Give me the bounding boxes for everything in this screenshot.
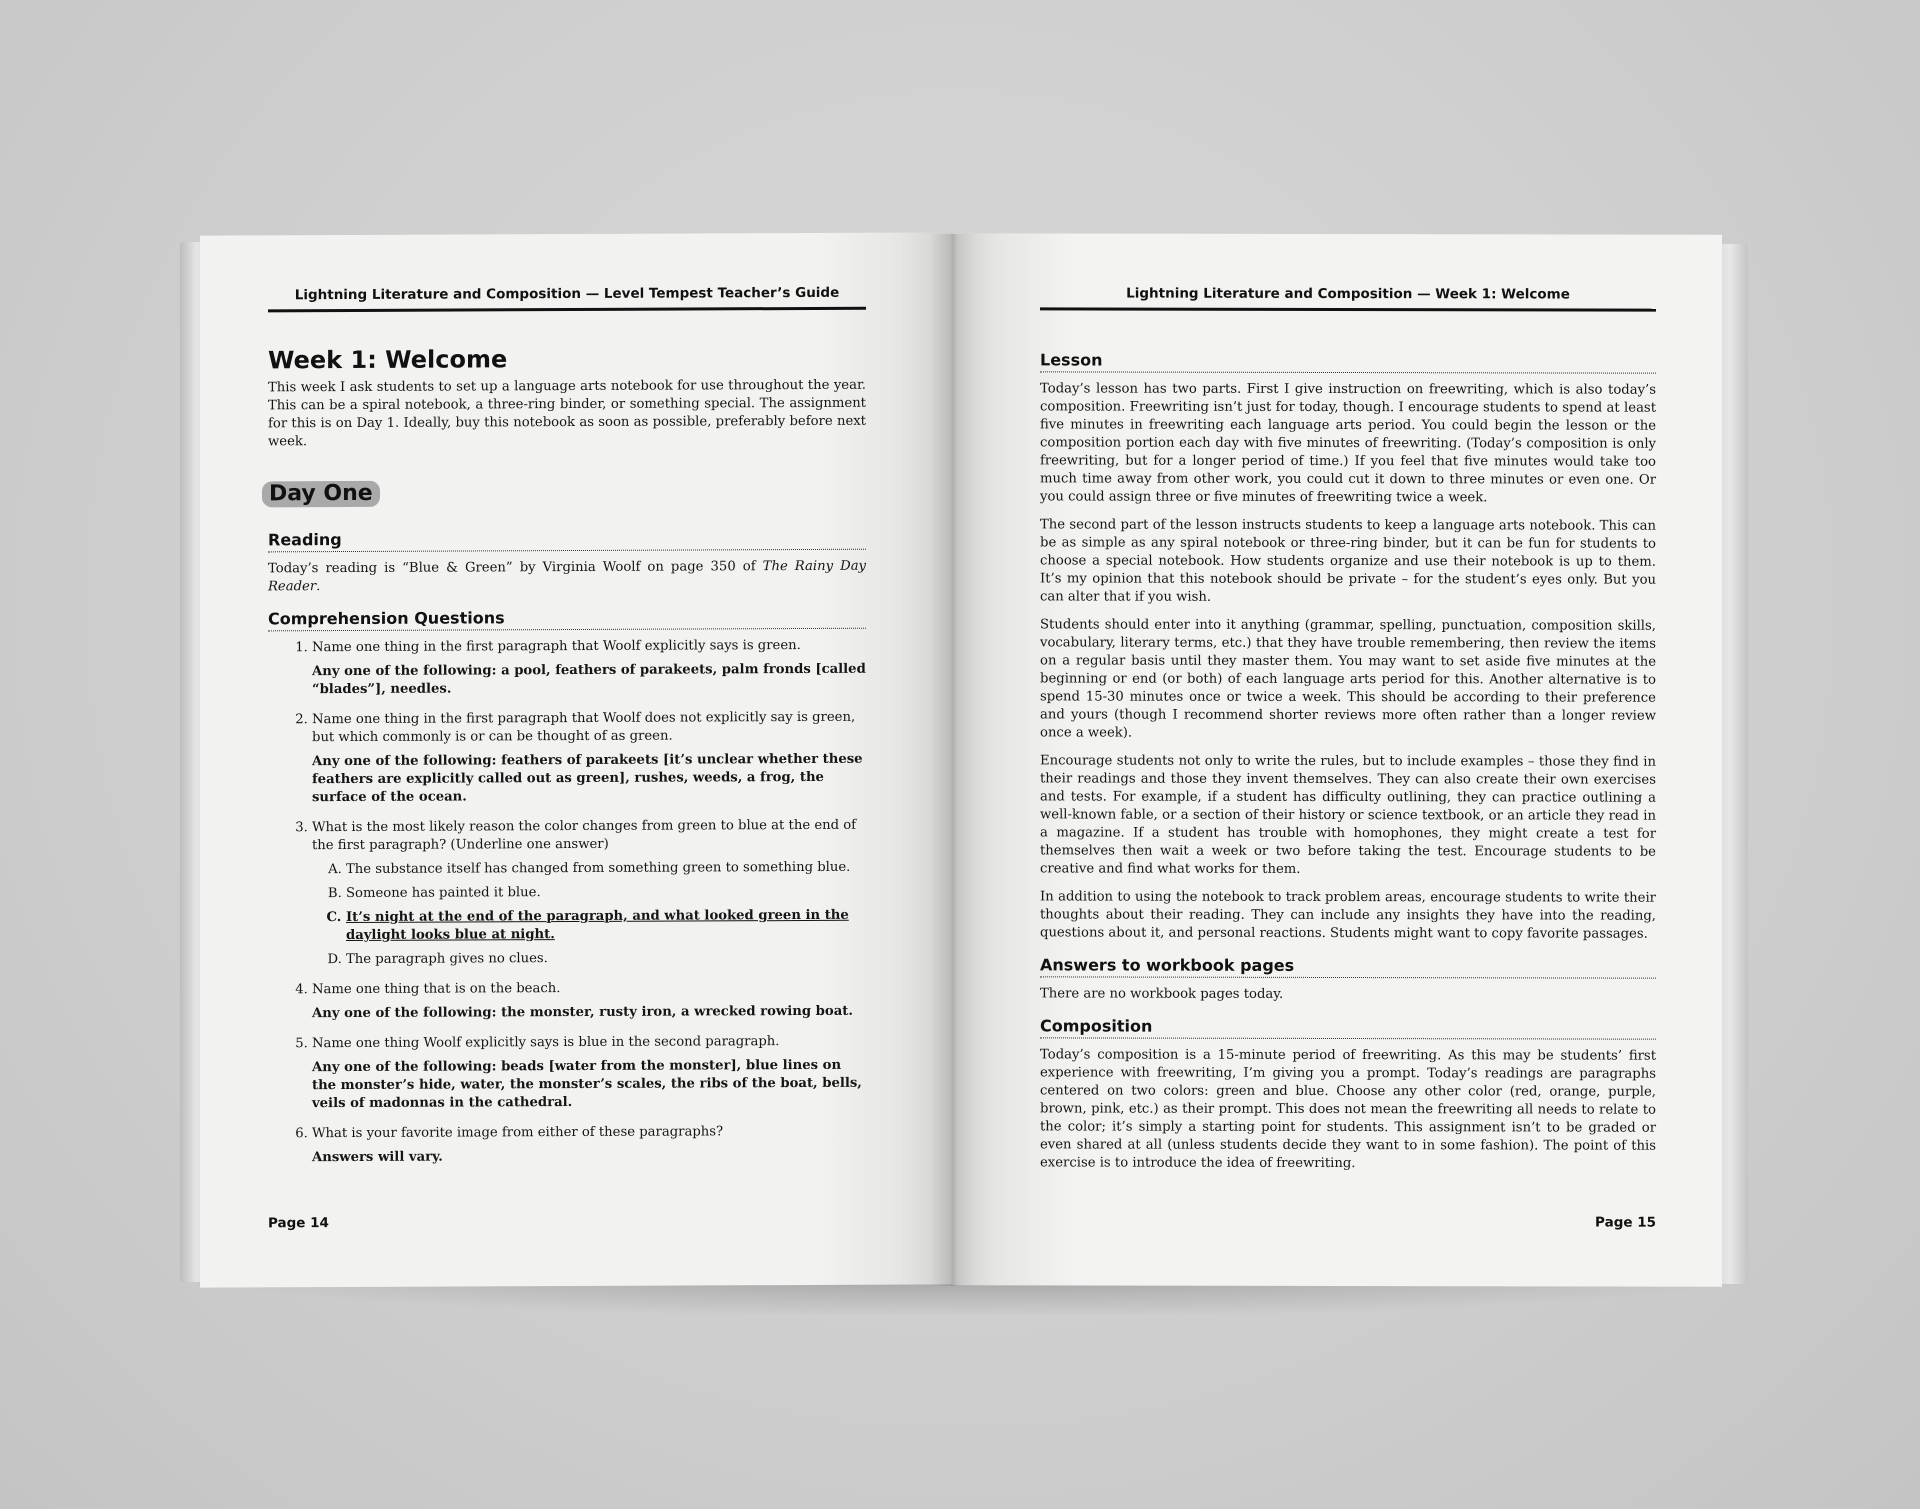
question-item: [312, 817, 866, 969]
option-d: D. The paragraph gives no clues.: [346, 949, 866, 969]
question-text: 3. What is the most likely reason the color changes from green to blue at the end of the first paragraph? (Underline one answer): [312, 817, 857, 854]
question-item: [312, 1033, 866, 1113]
question-text: 4. Name one thing that is on the beach.: [312, 981, 561, 998]
option-a: A. The substance itself has changed from something green to something blue.: [346, 859, 866, 879]
answer-text: Any one of the following: beads [water from the monster], blue lines on the monster’s hide, water, the monster’s scales, the ribs of the boat, bells, veils of madonnas in the cathedral.: [312, 1057, 862, 1112]
composition-heading: Composition: [1040, 1017, 1656, 1039]
option-b: B. Someone has painted it blue.: [346, 883, 866, 903]
question-text: 5. Name one thing Woolf explicitly says is blue in the second paragraph.: [312, 1034, 780, 1052]
question-text: 1. Name one thing in the first paragraph that Woolf explicitly says is green.: [312, 638, 801, 656]
right-content: [1040, 343, 1656, 1183]
right-running-header: Lightning Literature and Composition — Week 1: Welcome: [1040, 285, 1656, 311]
right-page: [952, 233, 1722, 1287]
left-page-number: Page 14: [268, 1215, 329, 1232]
options-list: [312, 859, 866, 969]
question-text: 6. What is your favorite image from either of these paragraphs?: [312, 1124, 724, 1142]
reading-text: Today’s reading is “Blue & Green” by Virginia Woolf on page 350 of: [268, 559, 763, 577]
questions-heading: Comprehension Questions: [268, 608, 866, 632]
intro-paragraph: This week I ask students to set up a language arts notebook for use throughout the year. This can be a spiral notebook, a three-ring binder, or something special. The assignment for this is on Day 1. Ideally, buy this notebook as soon as possible, preferably before next week.: [268, 377, 866, 450]
lesson-paragraph: The second part of the lesson instructs students to keep a language arts notebook. This can be as simple as any spiral notebook or three-ring binder, but it can be fun for students to choose a special notebook. How students organize and use their notebook is up to them. It’s my opinion that this notebook should be private – for the student’s eyes only. But you can alter that if you wish.: [1040, 517, 1656, 605]
answer-text: Answers will vary.: [312, 1149, 443, 1166]
reading-paragraph: [268, 558, 866, 597]
workbook-heading: Answers to workbook pages: [1040, 956, 1656, 978]
left-running-header: Lightning Literature and Composition — Level Tempest Teacher’s Guide: [268, 285, 866, 313]
answer-text: Any one of the following: feathers of parakeets [it’s unclear whether these feathers are explicitly called out as green], rushes, weeds, a frog, the surface of the ocean.: [312, 751, 863, 806]
left-page: [200, 232, 952, 1287]
reading-heading: Reading: [268, 529, 866, 553]
question-item: [312, 637, 866, 699]
day-label: Day One: [262, 481, 380, 508]
question-item: [312, 979, 866, 1023]
right-page-number: Page 15: [1595, 1214, 1656, 1231]
answer-text: Any one of the following: a pool, feathers of parakeets, palm fronds [called “blades”], needles.: [312, 661, 866, 698]
question-item: [312, 1123, 866, 1167]
workbook-text: There are no workbook pages today.: [1040, 986, 1284, 1002]
lesson-paragraph: Students should enter into it anything (grammar, spelling, punctuation, composition skills, vocabulary, literary terms, etc.) that they have trouble remembering, then review the items on a regular basis until they master them. You may want to set aside five minutes at the beginning or end (or both) of each language arts period for this. Another alternative is to spend 15-30 minutes once or twice a week. This should be according to their preference and yours (though I recommend shorter reviews more often rather than a longer review once a week).: [1040, 617, 1656, 741]
question-text: 2. Name one thing in the first paragraph that Woolf does not explicitly say is green, but which commonly is or can be thought of as green.: [312, 709, 856, 746]
lesson-paragraph: Today’s lesson has two parts. First I give instruction on freewriting, which is also today’s composition. Freewriting isn’t just for today, though. I encourage students to spend at least five minutes in freewriting each language arts period. You could begin the lesson or the composition portion each day with five minutes of freewriting. (Today’s composition is only freewriting, but for a longer period of time.) If you feel that five minutes would take too much time away from other work, you could cut it down to three minutes or even one. Or you could assign three or five minutes of freewriting twice a week.: [1040, 381, 1656, 506]
questions-list: [268, 637, 866, 1168]
question-item: [312, 709, 866, 807]
option-c-underlined: C. It’s night at the end of the paragraph, and what looked green in the daylight looks blue at night.: [346, 907, 866, 945]
lesson-heading: Lesson: [1040, 351, 1656, 373]
answer-text: Any one of the following: the monster, rusty iron, a wrecked rowing boat.: [312, 1003, 853, 1022]
reading-book-title: The Rainy Day Reader: [268, 558, 867, 595]
lesson-paragraph: Encourage students not only to write the rules, but to include examples – those they find in their readings and those they invent themselves. They can also create their own exercises and tests. For example, if a student has difficulty outlining, they can practice outlining a well-known fable, or a section of their history or science textbook, or an article they read in a magazine. If a student has trouble with homophones, they might create a test for themselves then wait a week or two before taking the test. Encourage students to be creative and find what works for them.: [1040, 753, 1656, 877]
left-content: [268, 343, 866, 1180]
page-title: Week 1: Welcome: [268, 345, 508, 375]
book-gutter-shadow: [930, 234, 976, 1286]
reading-end: .: [316, 579, 321, 595]
lesson-paragraph: In addition to using the notebook to track problem areas, encourage students to write their thoughts about their reading. They can include any insights they have into the reading, questions about it, and personal reactions. Students might want to copy favorite passages.: [1040, 889, 1656, 942]
composition-text: Today’s composition is a 15-minute period of freewriting. As this may be students’ first experience with freewriting, I’m giving you a prompt. Today’s readings are paragraphs centered on two colors: green and blue. Choose any other color (red, orange, purple, brown, pink, etc.) as their prompt. This does not mean the freewriting all needs to relate to the color; it’s simply a starting point for students. This assignment isn’t to be graded or even shared at all (unless students decide they want to in some fashion). The point of this exercise is to introduce the idea of freewriting.: [1040, 1047, 1656, 1172]
